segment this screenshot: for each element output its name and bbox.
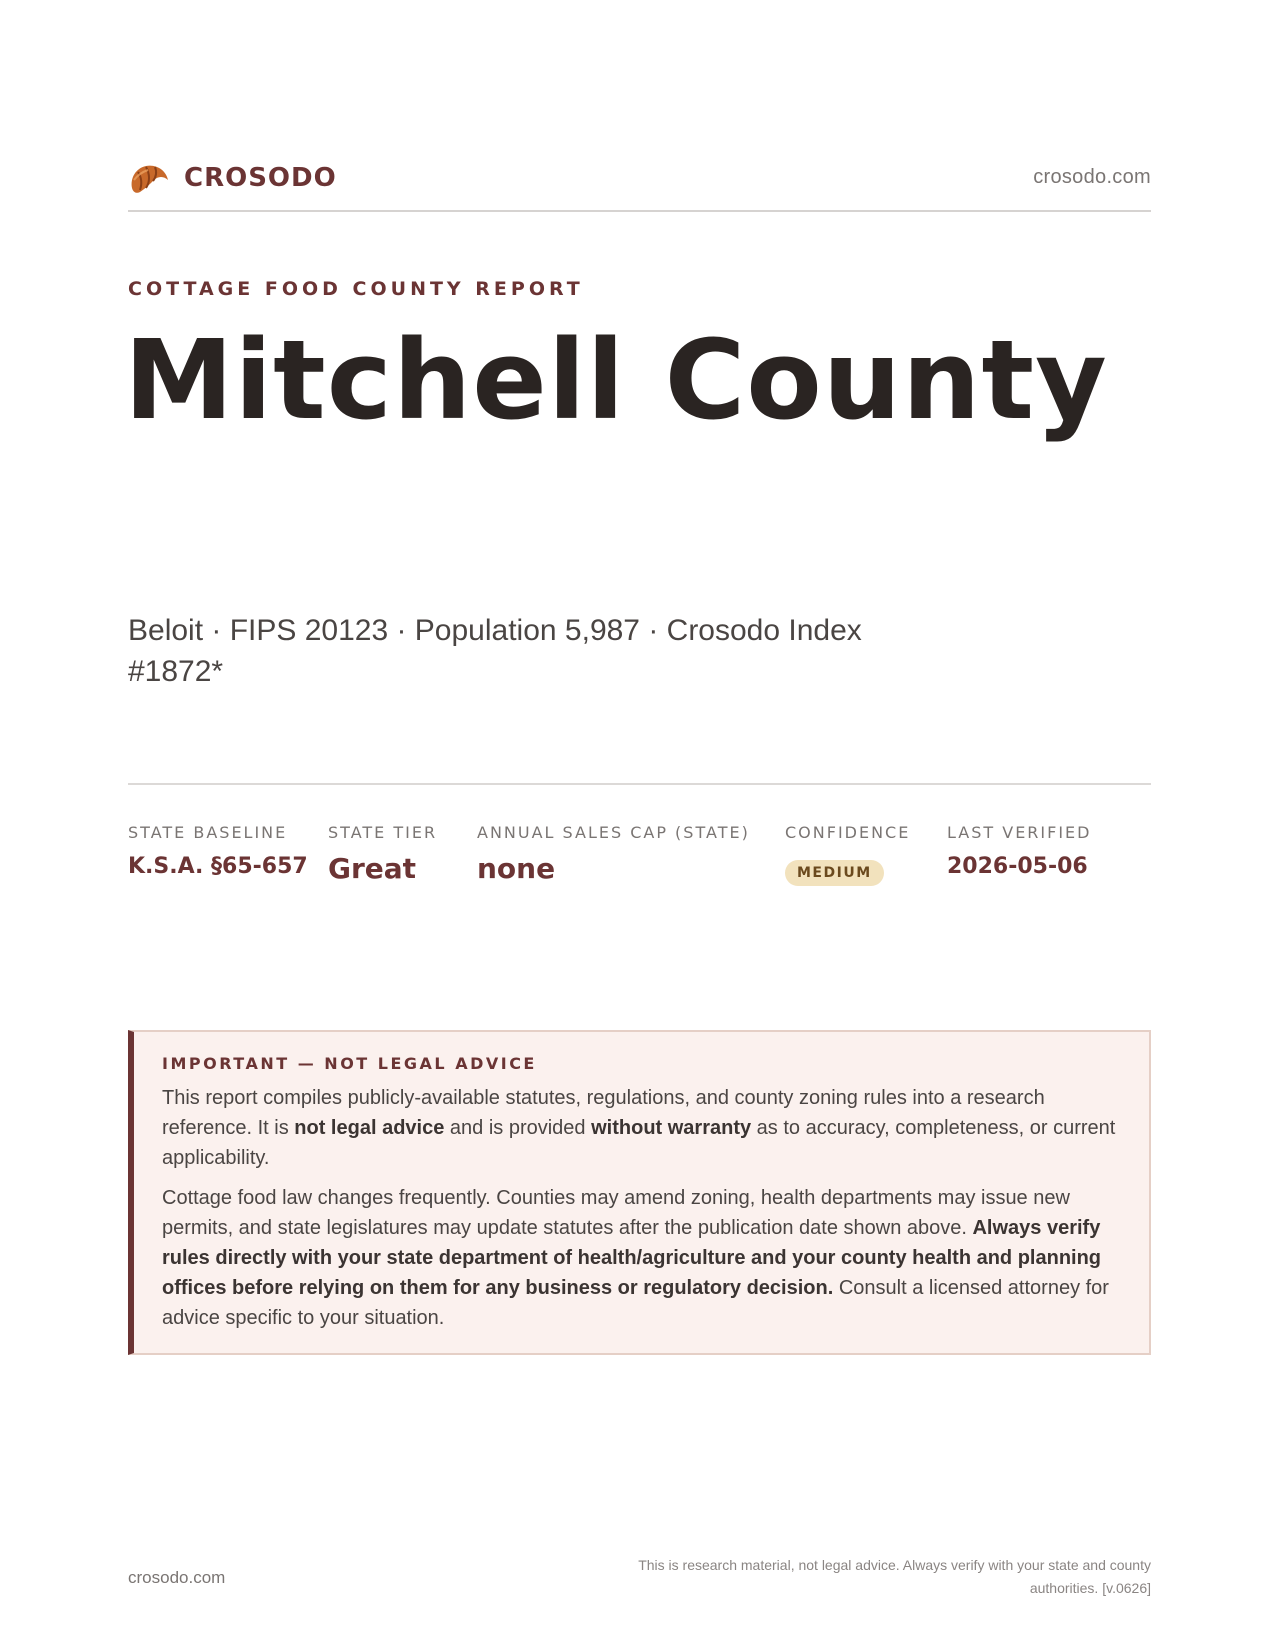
disclaimer-title: IMPORTANT — NOT LEGAL ADVICE: [162, 1054, 537, 1073]
page-title: Mitchell County: [124, 316, 1108, 444]
disclaimer-emphasis: not legal advice: [294, 1117, 445, 1139]
stat-label: STATE BASELINE: [128, 823, 288, 842]
stat-label: STATE TIER: [328, 823, 438, 842]
disclaimer-emphasis: without warranty: [591, 1117, 752, 1139]
brand-name: CROSODO: [184, 163, 337, 193]
disclaimer-paragraph-2: [162, 1183, 1121, 1333]
site-url-link[interactable]: crosodo.com: [1033, 166, 1151, 188]
disclaimer-paragraph-1: [162, 1083, 1121, 1173]
stat-value: none: [477, 852, 556, 885]
stat-state-tier: [328, 823, 437, 885]
report-page: [124, 0, 1151, 1650]
disclaimer-emphasis: Always verify rules directly with your state department of health/agriculture and your county health and planning offices before relying on them for any business or regulatory decision.: [162, 1217, 1102, 1299]
disclaimer-text: as to accuracy, completeness, or current applicability.: [162, 1117, 1116, 1169]
confidence-badge: MEDIUM: [785, 860, 884, 886]
stat-label: LAST VERIFIED: [947, 823, 1092, 842]
footer-disclaimer: This is research material, not legal advice. Always verify with your state and county authorities. [v.0626]: [638, 1557, 1151, 1596]
disclaimer-text: Cottage food law changes frequently. Counties may amend zoning, health departments may issue new permits, and state legislatures may update statutes after the publication date shown above.: [162, 1187, 1070, 1239]
stat-last-verified: [947, 823, 1091, 879]
stat-label: CONFIDENCE: [785, 823, 911, 842]
stat-annual-sales-cap: [477, 823, 750, 885]
stat-confidence: [785, 823, 910, 886]
disclaimer-text: Consult a licensed attorney for advice specific to your situation.: [162, 1277, 1109, 1329]
croissant-icon: [128, 158, 170, 198]
brand[interactable]: [128, 158, 337, 198]
stat-value: Great: [328, 852, 417, 885]
page-header: [128, 158, 1151, 212]
footer-site-url[interactable]: crosodo.com: [128, 1568, 226, 1587]
report-eyebrow: COTTAGE FOOD COUNTY REPORT: [128, 278, 584, 300]
stats-row: [128, 783, 1151, 885]
stat-state-baseline: [128, 823, 308, 879]
stat-label: ANNUAL SALES CAP (STATE): [477, 823, 750, 842]
disclaimer-text: and is provided: [444, 1117, 592, 1139]
report-subtitle: Beloit · FIPS 20123 · Population 5,987 · Crosodo Index #1872*: [128, 614, 862, 688]
stat-value: 2026-05-06: [947, 854, 1088, 879]
legal-disclaimer-box: [128, 1030, 1151, 1355]
stat-value: K.S.A. §65-657: [128, 854, 308, 879]
disclaimer-text: This report compiles publicly-available statutes, regulations, and county zoning rules into a research reference. It is: [162, 1087, 1045, 1139]
